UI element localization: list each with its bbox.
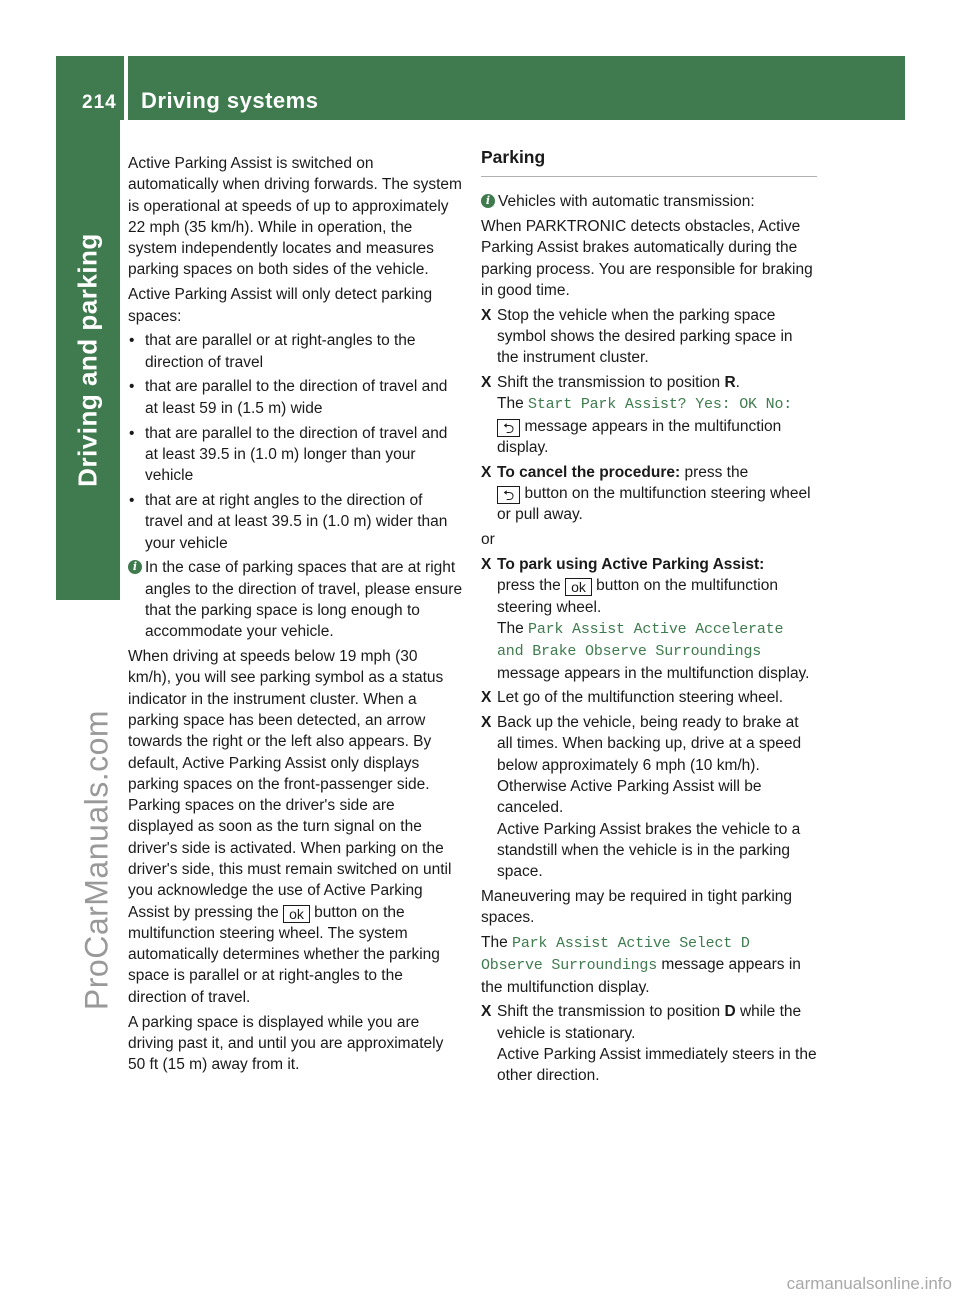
step-item: X To park using Active Parking Assist: press the ok button on the multifunction steering wheel. The Park Assist Active Accelerate and Brake Observe Surroundings message appears in the multifunction display.: [481, 556, 810, 682]
bullet-icon: •: [129, 332, 135, 350]
display-message: Park Assist Active Select D: [512, 935, 750, 953]
side-section-title: Driving and parking: [72, 233, 103, 487]
bullet-icon: •: [129, 491, 135, 509]
step-note: Maneuvering may be required in tight parking spaces.: [481, 888, 793, 927]
ok-key-icon: ok: [565, 578, 592, 596]
step-item: X Back up the vehicle, being ready to brake at all times. When backing up, drive at a speed below approximately 6 mph (10 km/h). Otherwise Active Parking Assist will be canceled. Active Parking Assist brakes the vehicle to a standstill when the vehicle is in the parking space.: [481, 714, 802, 881]
step-item: X To cancel the procedure: press the ⮌ button on the multifunction steering wheel or pull away.: [481, 463, 811, 524]
step-item: X Shift the transmission to position R. The Start Park Assist? Yes: OK No: ⮌ message appears in the multifunction display.: [481, 374, 793, 457]
message-paragraph: The Park Assist Active Select D Observe Surroundings message appears in the multifunction display.: [481, 934, 801, 996]
header-title: Driving systems: [141, 88, 319, 113]
info-icon: i: [128, 560, 142, 574]
display-message: Start Park Assist? Yes: OK No:: [528, 396, 793, 414]
list-item: • that are at right angles to the direction of travel and at least 39.5 in (1.0 m) wider than your vehicle: [129, 491, 448, 552]
step-arrow-icon: X: [481, 689, 492, 707]
bullet-icon: •: [129, 424, 135, 442]
ok-key-icon: ok: [283, 905, 310, 923]
list-item: • that are parallel to the direction of travel and at least 39.5 in (1.0 m) longer than your vehicle: [129, 424, 448, 485]
info-note: i In the case of parking spaces that are at right angles to the direction of travel, please ensure that the parking space is long enough to accommodate your vehicle.: [128, 557, 464, 642]
display-message: Park Assist Active Accelerate: [528, 620, 784, 638]
step-item: X Stop the vehicle when the parking space symbol shows the desired parking space in the instrument cluster.: [481, 306, 793, 367]
detect-intro: Active Parking Assist will only detect parking spaces:: [128, 286, 433, 325]
info-note-body: When PARKTRONIC detects obstacles, Active Parking Assist brakes automatically during the parking process. You are responsible for braking in good time.: [481, 218, 813, 299]
intro-paragraph: Active Parking Assist is switched on automatically when driving forwards. The system is operational at speeds of up to approximately 22 mph (35 km/h). While in operation, the system independently locates and measures parking spaces on both sides of the vehicle.: [128, 155, 462, 279]
display-message: and Brake Observe Surroundings: [497, 643, 762, 661]
info-note: i Vehicles with automatic transmission:: [481, 191, 817, 212]
step-arrow-icon: X: [481, 714, 492, 732]
list-item: • that are parallel or at right-angles to the direction of travel: [129, 332, 416, 371]
page-number: 214: [82, 92, 117, 113]
step-item: X Shift the transmission to position D while the vehicle is stationary. Active Parking Assist immediately steers in the other direction.: [481, 1003, 817, 1085]
display-message: Observe Surroundings: [481, 957, 658, 975]
header-divider: [124, 56, 128, 120]
info-icon: i: [481, 194, 495, 208]
step-item: X Let go of the multifunction steering wheel.: [481, 687, 817, 708]
section-heading: Parking: [481, 147, 817, 177]
step-arrow-icon: X: [481, 463, 492, 481]
step-arrow-icon: X: [481, 306, 492, 324]
step-arrow-icon: X: [481, 556, 492, 574]
or-text: or: [481, 531, 495, 549]
left-column: [128, 153, 464, 1079]
back-key-icon: ⮌: [497, 486, 520, 504]
step-arrow-icon: X: [481, 1003, 492, 1021]
list-item: • that are parallel to the direction of travel and at least 59 in (1.5 m) wide: [129, 378, 448, 417]
step-arrow-icon: X: [481, 374, 492, 392]
bullet-icon: •: [129, 378, 135, 396]
display-paragraph: A parking space is displayed while you are driving past it, and until you are approximately 50 ft (15 m) away from it.: [128, 1013, 444, 1074]
back-key-icon: ⮌: [497, 419, 520, 437]
footer-watermark: carmanualsonline.info: [786, 1274, 952, 1293]
speed-paragraph: When driving at speeds below 19 mph (30 km/h), you will see parking symbol as a status indicator in the instrument cluster. When a parking space has been detected, an arrow towards the right or the left also appears. By default, Active Parking Assist only displays parking spaces on the front-passenger side. Parking spaces on the driver's side are displayed as soon as the turn signal on the driver's side is activated. When parking on the driver's side, this must remain switched on until you acknowledge the use of Active Parking Assist by pressing the ok button on the multifunction steering wheel. The system automatically determines whether the parking space is parallel or at right-angles to the direction of travel.: [128, 648, 452, 1006]
side-domain-watermark: ProCarManuals.com: [78, 709, 115, 1011]
right-column: [481, 147, 817, 1090]
